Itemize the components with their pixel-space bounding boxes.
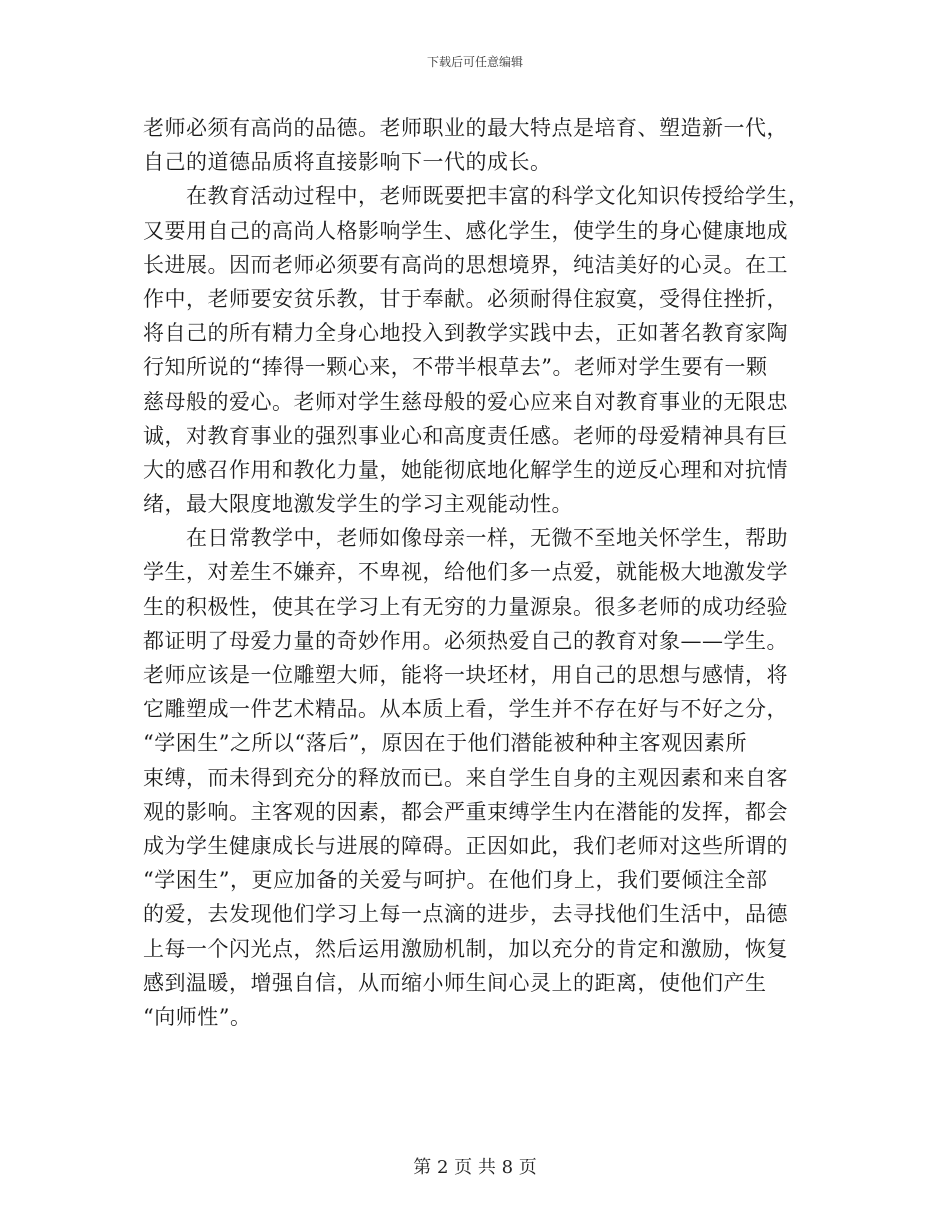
text-line: 上每一个闪光点，然后运用激励机制，加以充分的肯定和激励，恢复: [143, 936, 788, 961]
text-line: 生的积极性，使其在学习上有无穷的力量源泉。很多老师的成功经验: [143, 594, 788, 619]
text-line: “学困生”之所以“落后”，原因在于他们潜能被种种主客观因素所: [143, 731, 747, 756]
text-line: 绪，最大限度地激发学生的学习主观能动性。: [143, 492, 573, 517]
text-line: 观的影响。主客观的因素，都会严重束缚学生内在潜能的发挥，都会: [143, 799, 788, 824]
text-line: 束缚，而未得到充分的释放而已。来自学生自身的主观因素和来自客: [143, 765, 788, 790]
text-line: 它雕塑成一件艺术精品。从本质上看，学生并不存在好与不好之分，: [143, 697, 788, 722]
text-line: 老师必须有高尚的品德。老师职业的最大特点是培育、塑造新一代，: [143, 116, 788, 140]
text-line: 学生，对差生不嫌弃，不卑视，给他们多一点爱，就能极大地激发学: [143, 560, 788, 585]
text-line: “学困生”，更应加备的关爱与呵护。在他们身上，我们要倾注全部: [143, 868, 768, 893]
document-body: [143, 111, 815, 1034]
text-line: 感到温暖，增强自信，从而缩小师生间心灵上的距离，使他们产生: [143, 970, 767, 995]
text-line: 将自己的所有精力全身心地投入到教学实践中去，正如著名教育家陶: [143, 321, 788, 346]
text-line: 老师应该是一位雕塑大师，能将一块坯材，用自己的思想与感情，将: [143, 663, 788, 687]
text-line: 又要用自己的高尚人格影响学生、感化学生，使学生的身心健康地成: [143, 218, 788, 243]
text-line: 自己的道德品质将直接影响下一代的成长。: [143, 150, 552, 175]
text-line: 都证明了母爱力量的奇妙作用。必须热爱自己的教育对象——学生。: [143, 628, 788, 653]
text-line: 的爱，去发现他们学习上每一点滴的进步，去寻找他们生活中，品德: [143, 902, 788, 927]
text-line: 作中，老师要安贫乐教，甘于奉献。必须耐得住寂寞，受得住挫折，: [143, 286, 788, 311]
page-header-note: 下载后可任意编辑: [426, 55, 523, 69]
text-line: 大的感召作用和教化力量，她能彻底地化解学生的逆反心理和对抗情: [143, 457, 788, 482]
text-line: 慈母般的爱心。老师对学生慈母般的爱心应来自对教育事业的无限忠: [143, 389, 788, 414]
page-number-footer: 第 2 页 共 8 页: [413, 1157, 537, 1178]
text-line: 诚，对教育事业的强烈事业心和高度责任感。老师的母爱精神具有巨: [143, 423, 788, 448]
text-line: 成为学生健康成长与进展的障碍。正因如此，我们老师对这些所谓的: [143, 833, 788, 858]
text-line: 在日常教学中，老师如像母亲一样，无微不至地关怀学生，帮助: [143, 526, 788, 551]
text-line: 长进展。因而老师必须要有高尚的思想境界，纯洁美好的心灵。在工: [143, 252, 788, 277]
text-line: 在教育活动过程中，老师既要把丰富的科学文化知识传授给学生，: [143, 184, 810, 209]
text-line: “向师性”。: [143, 1004, 252, 1029]
text-line: 行知所说的“捧得一颗心来，不带半根草去”。老师对学生要有一颗: [143, 355, 768, 380]
